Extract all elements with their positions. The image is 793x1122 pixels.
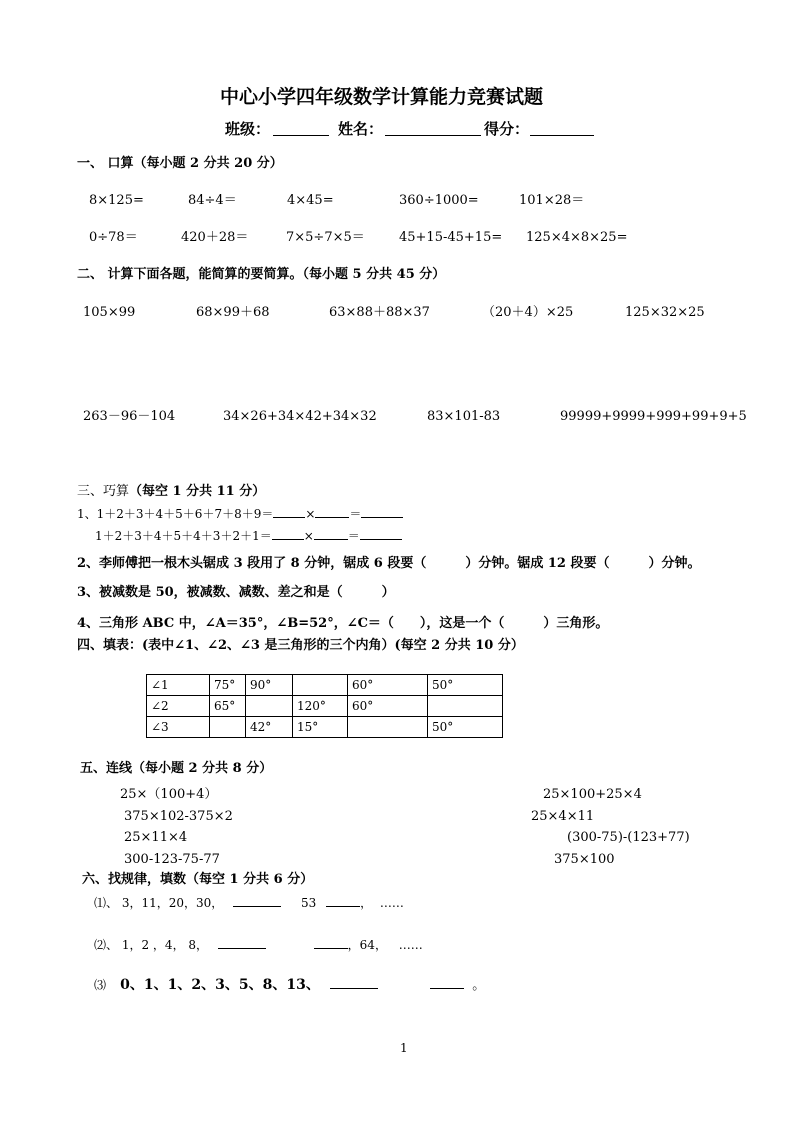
angle-table	[146, 674, 503, 738]
section-3-heading	[77, 484, 265, 500]
answer-blank[interactable]	[326, 894, 360, 907]
pattern-q2-end: ……	[398, 938, 423, 952]
answer-blank[interactable]	[361, 505, 403, 518]
answer-blank[interactable]	[330, 976, 378, 989]
table-cell: ∠3	[147, 717, 210, 738]
table-cell: ∠1	[147, 675, 210, 696]
section-3-title: 三、巧算	[77, 484, 130, 499]
table-cell[interactable]	[348, 717, 428, 738]
trick-q2: 2、李师傅把一根木头锯成 3 段用了 8 分钟，锯成 6 段要（ ）分钟。锯成 12 段要（ ）分钟。	[77, 556, 701, 571]
match-left-item[interactable]: 25×（100+4）	[120, 787, 218, 802]
trick-q1-expr: 1、1＋2＋3＋4＋5＋6＋7＋8＋9＝	[77, 507, 274, 521]
calc-item: 63×88＋88×37	[329, 305, 430, 320]
table-row	[147, 675, 503, 696]
trick-q1-line2	[95, 527, 402, 544]
table-cell[interactable]	[210, 717, 246, 738]
answer-blank[interactable]	[315, 505, 349, 518]
calc-item: 34×26+34×42+34×32	[223, 409, 377, 424]
pattern-q1	[94, 894, 404, 911]
pattern-q2-seq: 1，2 ，4， 8，	[121, 938, 209, 952]
table-cell[interactable]	[293, 675, 348, 696]
oral-item: 84÷4＝	[188, 193, 237, 208]
oral-item: 4×45=	[287, 193, 334, 208]
pattern-q3-label: ⑶	[94, 978, 107, 992]
calc-item: 99999+9999+999+99+9+5	[560, 409, 747, 424]
oral-item: 0÷78＝	[89, 230, 138, 245]
oral-item: 8×125=	[89, 193, 144, 208]
trick-q4: 4、三角形 ABC 中，∠A＝35°，∠B=52°，∠C＝（ ），这是一个（ ）三角形。	[77, 616, 609, 631]
calc-item: 105×99	[83, 305, 136, 320]
page-title: 中心小学四年级数学计算能力竞赛试题	[220, 86, 544, 108]
pattern-q3-end: 。	[472, 978, 486, 993]
pattern-q3-seq: 0、1、1、2、3、5、8、13、	[120, 977, 320, 993]
trick-q1-expr: 1＋2＋3＋4＋5＋4＋3＋2＋1＝	[95, 529, 272, 543]
equals-sign: ＝	[349, 507, 362, 521]
answer-blank[interactable]	[218, 936, 266, 949]
match-left-item[interactable]: 25×11×4	[124, 830, 188, 845]
table-cell: 75°	[210, 675, 246, 696]
class-blank[interactable]	[273, 135, 329, 136]
page-number: 1	[400, 1041, 408, 1055]
pattern-q2-label: ⑵、	[94, 938, 119, 952]
match-left-item[interactable]: 375×102-375×2	[124, 809, 233, 824]
answer-blank[interactable]	[272, 527, 304, 540]
table-cell: 50°	[428, 717, 503, 738]
calc-item: 68×99＋68	[196, 305, 270, 320]
times-sign: ×	[305, 507, 316, 521]
calc-item: （20＋4）×25	[482, 305, 574, 320]
oral-item: 420＋28＝	[181, 230, 249, 245]
section-1-heading: 一、 口算（每小题 2 分共 20 分）	[77, 156, 283, 171]
match-right-item[interactable]: 25×4×11	[531, 809, 595, 824]
section-5-heading: 五、连线（每小题 2 分共 8 分）	[80, 761, 273, 776]
pattern-q3	[94, 976, 485, 994]
answer-blank[interactable]	[233, 894, 281, 907]
table-cell: 15°	[293, 717, 348, 738]
oral-item: 125×4×8×25=	[526, 230, 628, 245]
table-cell[interactable]	[428, 696, 503, 717]
table-cell: 42°	[246, 717, 293, 738]
oral-item: 7×5÷7×5＝	[286, 230, 365, 245]
table-row	[147, 696, 503, 717]
answer-blank[interactable]	[360, 527, 402, 540]
section-4-heading: 四、填表：(表中∠1、∠2、∠3 是三角形的三个内角）(每空 2 分共 10 分）	[77, 638, 524, 653]
pattern-q1-end: ……	[379, 896, 404, 910]
section-6-heading: 六、找规律，填数（每空 1 分共 6 分）	[82, 872, 314, 887]
match-right-item[interactable]: (300-75)-(123+77)	[567, 830, 690, 845]
pattern-q2-mid: ，64，	[347, 938, 387, 952]
pattern-q1-sep: ，	[360, 896, 373, 910]
name-label: 姓名：	[338, 120, 384, 138]
answer-blank[interactable]	[273, 505, 305, 518]
score-blank[interactable]	[530, 135, 594, 136]
oral-item: 360÷1000=	[399, 193, 479, 208]
times-sign: ×	[303, 529, 314, 543]
answer-blank[interactable]	[430, 976, 464, 989]
table-cell[interactable]	[246, 696, 293, 717]
match-left-item[interactable]: 300-123-75-77	[124, 852, 220, 867]
table-cell: 60°	[348, 696, 428, 717]
table-row	[147, 717, 503, 738]
table-cell: 65°	[210, 696, 246, 717]
calc-item: 263－96－104	[83, 409, 176, 424]
table-cell: ∠2	[147, 696, 210, 717]
calc-item: 83×101-83	[427, 409, 501, 424]
section-2-heading: 二、 计算下面各题，能简算的要简算。（每小题 5 分共 45 分）	[77, 267, 446, 282]
calc-item: 125×32×25	[625, 305, 705, 320]
oral-item: 45+15-45+15=	[399, 230, 503, 245]
section-3-score: （每空 1 分共 11 分）	[129, 484, 266, 499]
pattern-q1-mid: 53	[300, 896, 317, 910]
trick-q1-line1	[77, 505, 403, 522]
name-blank[interactable]	[385, 135, 481, 136]
pattern-q1-label: ⑴、	[94, 896, 119, 910]
table-cell: 120°	[293, 696, 348, 717]
answer-blank[interactable]	[314, 936, 348, 949]
answer-blank[interactable]	[314, 527, 348, 540]
table-cell: 60°	[348, 675, 428, 696]
table-cell: 50°	[428, 675, 503, 696]
match-right-item[interactable]: 25×100+25×4	[543, 787, 642, 802]
table-cell: 90°	[246, 675, 293, 696]
pattern-q2	[94, 936, 423, 953]
class-label: 班级：	[225, 120, 271, 138]
score-label: 得分：	[484, 120, 530, 138]
equals-sign: ＝	[347, 529, 360, 543]
pattern-q1-seq: 3，11，20，30，	[121, 896, 224, 910]
match-right-item[interactable]: 375×100	[554, 852, 615, 867]
trick-q3: 3、被减数是 50，被减数、减数、差之和是（ ）	[77, 585, 395, 600]
oral-item: 101×28＝	[519, 193, 585, 208]
